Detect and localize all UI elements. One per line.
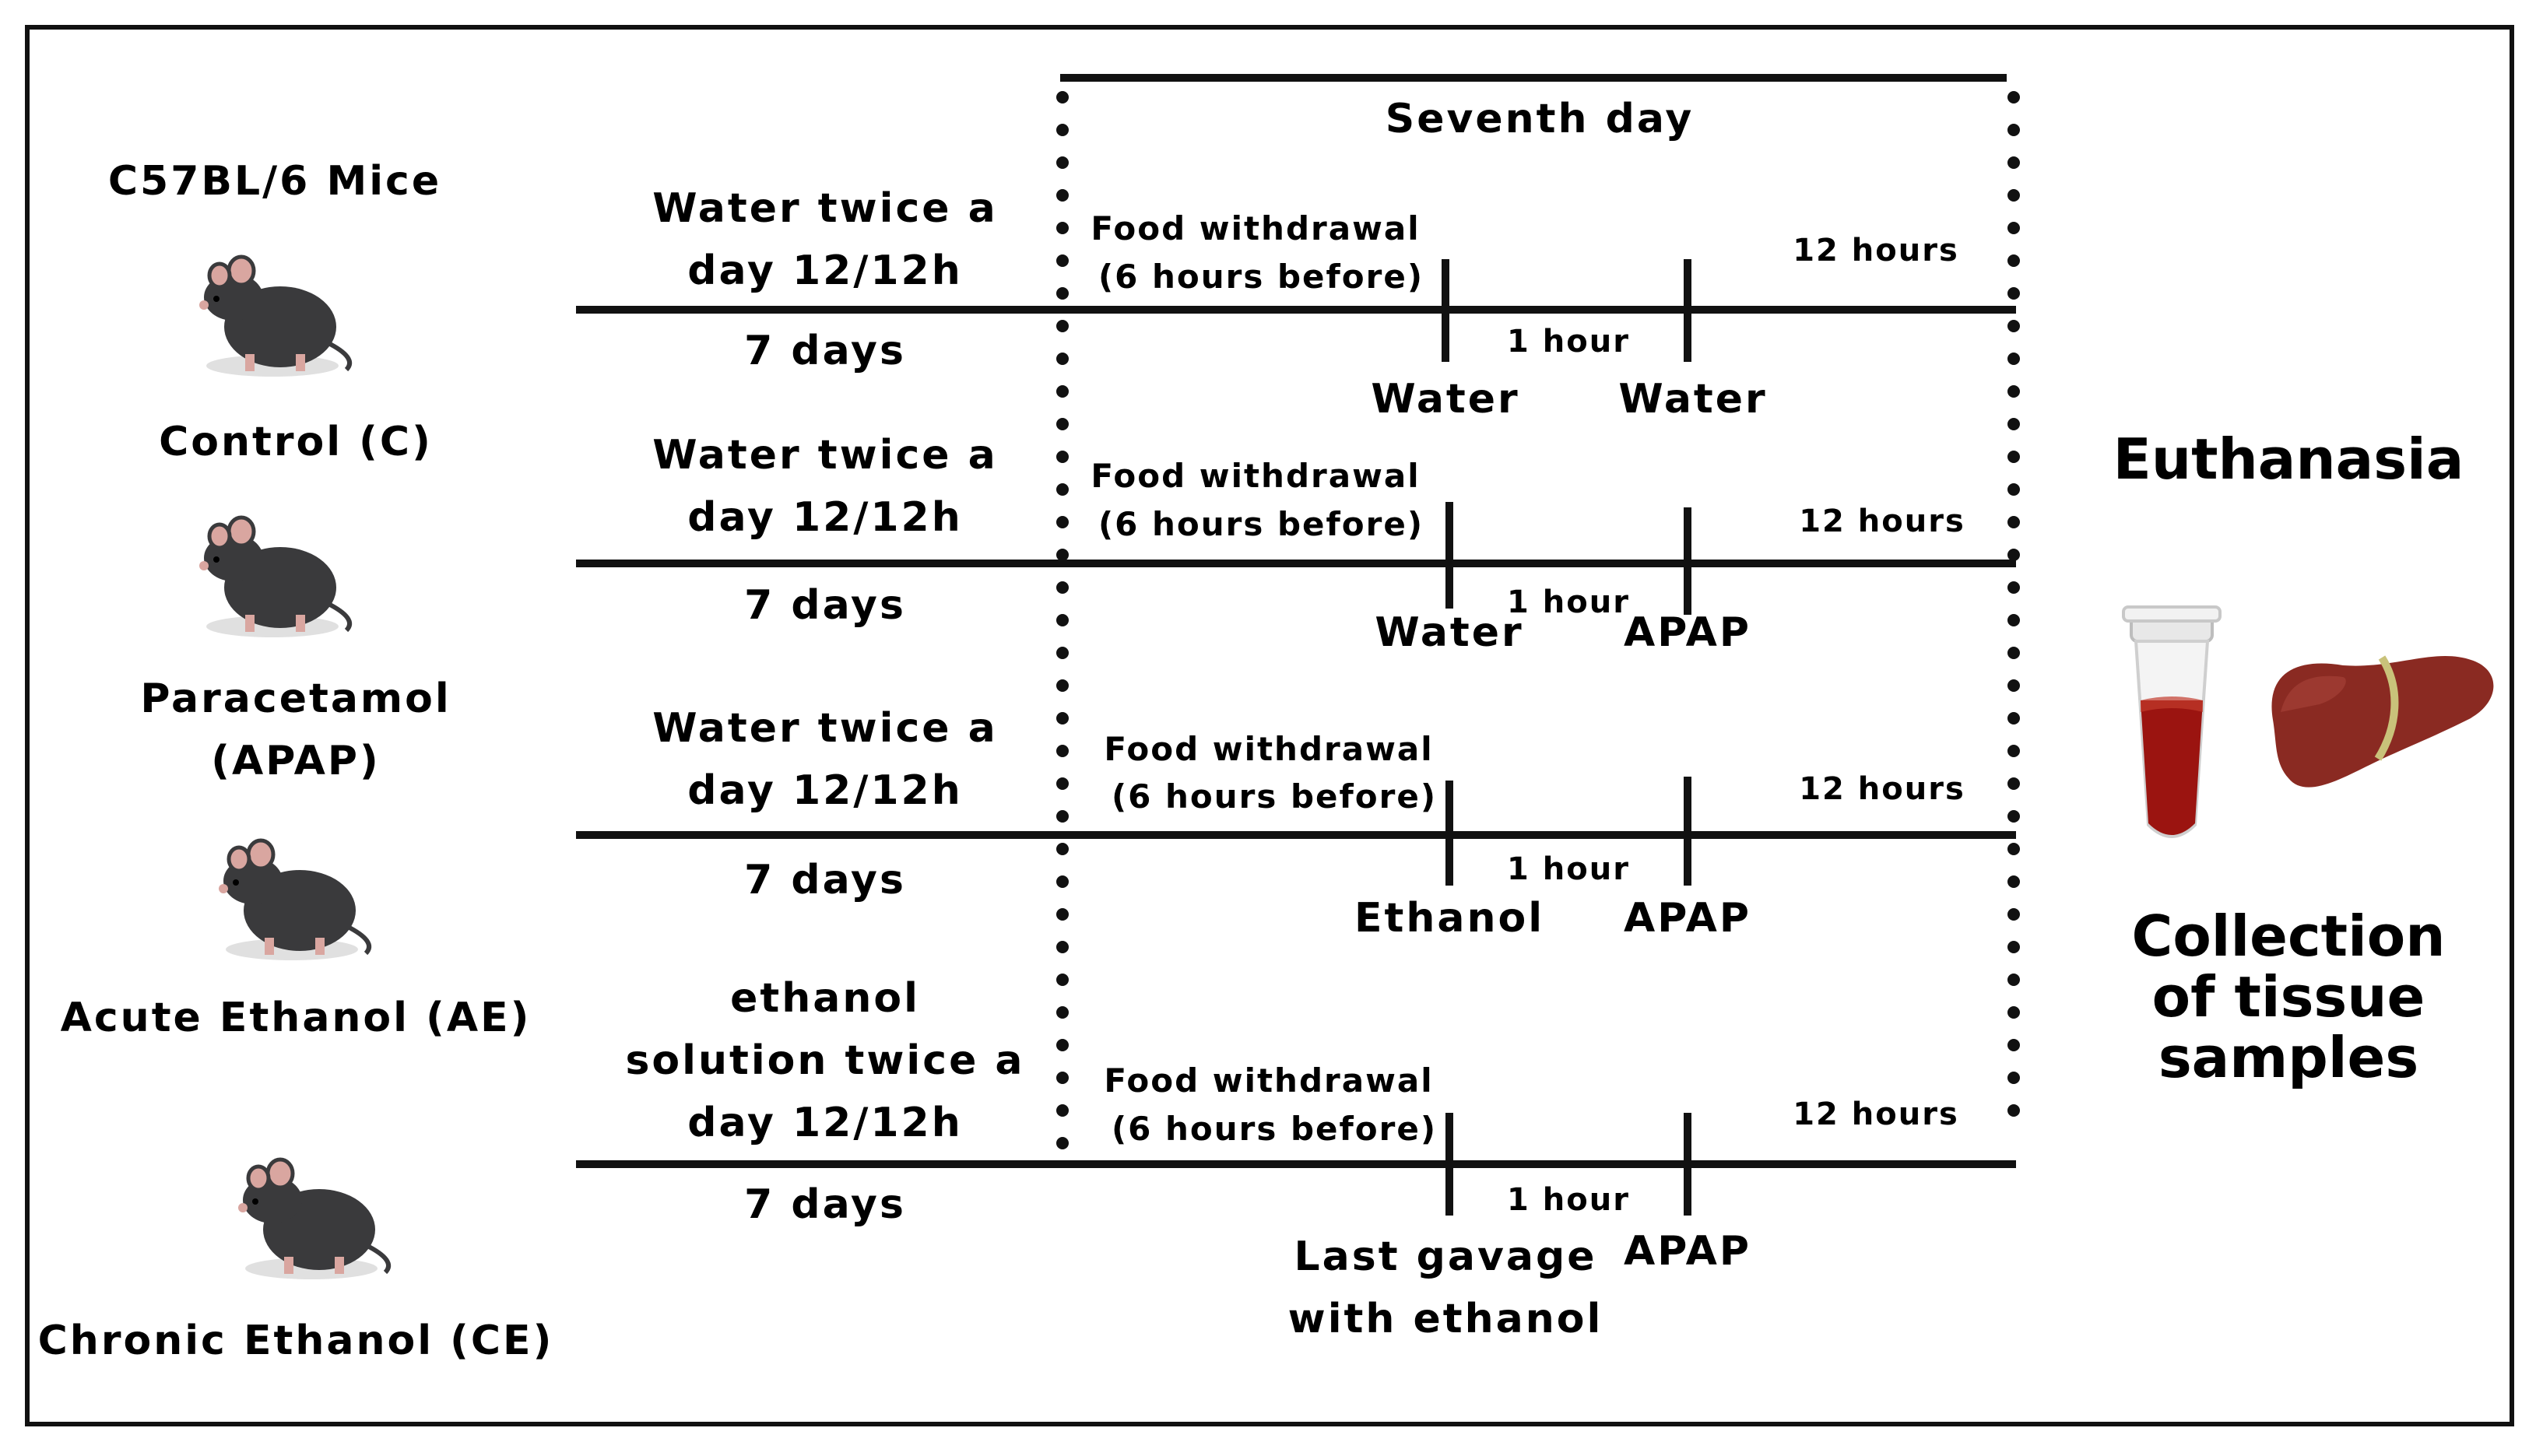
- food-withdrawal-label: (6 hours before): [1098, 258, 1424, 296]
- mouse-icon: [219, 840, 369, 960]
- duration-label: 7 days: [744, 857, 906, 903]
- food-withdrawal-label: Food withdrawal: [1091, 457, 1421, 495]
- first-dose-label: Water: [1371, 376, 1520, 423]
- timeline-row-apap: [576, 432, 2016, 656]
- final-interval-label: 12 hours: [1799, 771, 1965, 807]
- food-withdrawal-label: Food withdrawal: [1104, 730, 1434, 768]
- pretreatment-label: ethanol: [730, 975, 920, 1022]
- timeline-row-control: [576, 185, 2016, 423]
- collection-label-line3: samples: [2158, 1025, 2419, 1090]
- seventh-day-header: Seventh day: [1385, 96, 1695, 142]
- duration-label: 7 days: [744, 582, 906, 629]
- duration-label: 7 days: [744, 1181, 906, 1228]
- first-dose-label: Ethanol: [1354, 895, 1545, 942]
- pretreatment-label: day 12/12h: [687, 494, 963, 541]
- food-withdrawal-label: (6 hours before): [1111, 777, 1438, 816]
- first-dose-label: with ethanol: [1287, 1296, 1603, 1342]
- pretreatment-label: day 12/12h: [687, 247, 963, 294]
- pretreatment-label: day 12/12h: [687, 1100, 963, 1146]
- collection-label-line2: of tissue: [2151, 964, 2425, 1030]
- second-dose-label: APAP: [1624, 1228, 1751, 1275]
- second-dose-label: APAP: [1624, 895, 1751, 942]
- mouse-icon: [238, 1160, 388, 1279]
- first-dose-label: Last gavage: [1294, 1233, 1597, 1280]
- second-dose-label: APAP: [1624, 609, 1751, 656]
- blood-tube-icon: [2123, 607, 2220, 837]
- duration-label: 7 days: [744, 328, 906, 374]
- group-label-control: Control (C): [159, 419, 433, 465]
- final-interval-label: 12 hours: [1793, 233, 1959, 268]
- mouse-icon: [199, 517, 349, 637]
- interval-label: 1 hour: [1507, 851, 1630, 887]
- final-interval-label: 12 hours: [1793, 1096, 1959, 1132]
- liver-icon: [2271, 656, 2493, 788]
- strain-title: C57BL/6 Mice: [107, 158, 442, 205]
- euthanasia-title: Euthanasia: [2113, 426, 2464, 492]
- food-withdrawal-label: (6 hours before): [1111, 1110, 1438, 1148]
- pretreatment-label: day 12/12h: [687, 767, 963, 814]
- timeline-row-acute-ethanol: [576, 705, 2016, 942]
- pretreatment-label: Water twice a: [652, 705, 998, 752]
- second-dose-label: Water: [1618, 376, 1768, 423]
- pretreatment-label: solution twice a: [625, 1037, 1025, 1084]
- mouse-icon: [199, 257, 349, 377]
- group-label-chronic-ethanol: Chronic Ethanol (CE): [37, 1317, 554, 1364]
- group-label-acute-ethanol: Acute Ethanol (AE): [60, 995, 532, 1041]
- timeline-row-chronic-ethanol: [576, 975, 2016, 1342]
- first-dose-label: Water: [1375, 609, 1524, 656]
- group-label-apap-line1: Paracetamol: [140, 675, 451, 722]
- collection-label-line1: Collection: [2131, 903, 2446, 969]
- interval-label: 1 hour: [1507, 1182, 1630, 1218]
- interval-label: 1 hour: [1507, 324, 1630, 360]
- group-label-apap-line2: (APAP): [211, 738, 381, 784]
- food-withdrawal-label: Food withdrawal: [1091, 209, 1421, 247]
- food-withdrawal-label: Food withdrawal: [1104, 1061, 1434, 1100]
- food-withdrawal-label: (6 hours before): [1098, 505, 1424, 543]
- interval-label: 1 hour: [1507, 584, 1630, 620]
- pretreatment-label: Water twice a: [652, 185, 998, 232]
- pretreatment-label: Water twice a: [652, 432, 998, 479]
- final-interval-label: 12 hours: [1799, 503, 1965, 539]
